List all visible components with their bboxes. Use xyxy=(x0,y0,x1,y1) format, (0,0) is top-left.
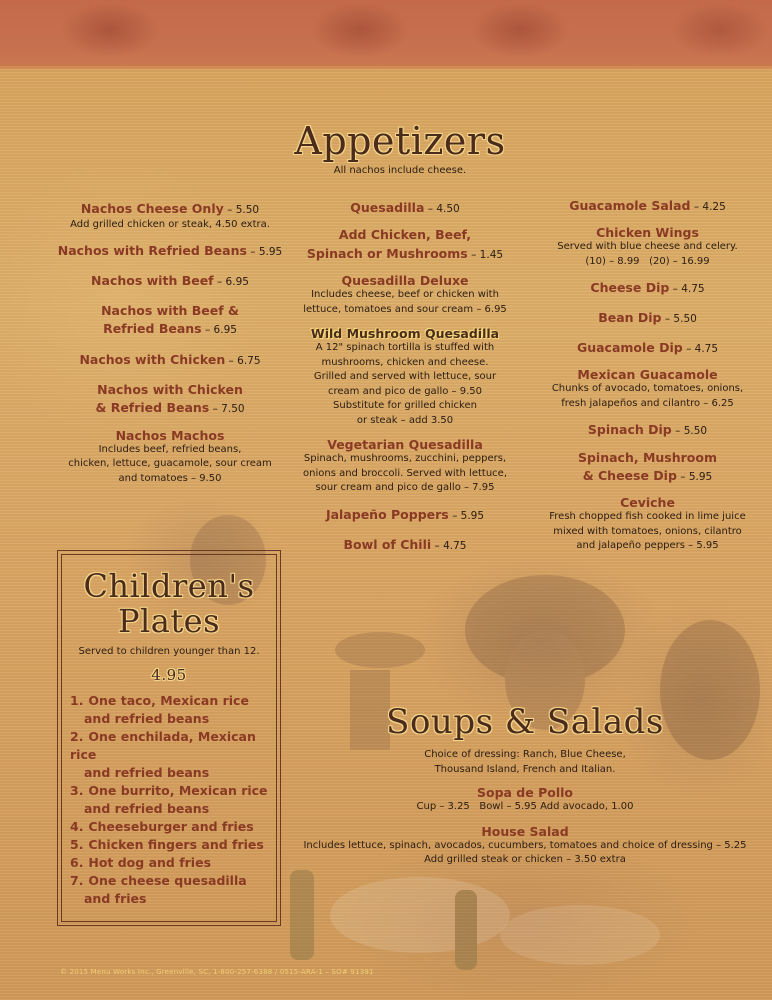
item-text: Hot dog and fries xyxy=(88,854,212,870)
item-name: Quesadilla xyxy=(350,200,425,215)
childrens-plates-price: 4.95 xyxy=(151,665,187,684)
soups-salads-title: Soups & Salads xyxy=(386,702,664,742)
item-name: Nachos with Chicken xyxy=(97,381,243,397)
item-price: – 5.95 xyxy=(448,509,485,522)
menu-item xyxy=(525,421,770,439)
menu-item xyxy=(290,506,520,524)
item-name: Ceviche xyxy=(620,495,675,510)
menu-item xyxy=(525,225,770,269)
menu-item xyxy=(45,381,295,418)
list-item xyxy=(70,836,276,854)
item-name: Nachos with Beef xyxy=(91,272,214,288)
childrens-plates-title: Plates xyxy=(117,602,221,640)
menu-item xyxy=(290,226,520,264)
item-description: onions and broccoli. Served with lettuce, xyxy=(303,467,507,479)
menu-item xyxy=(525,197,770,215)
item-number: 1. xyxy=(70,692,84,708)
item-number: 6. xyxy=(70,854,84,870)
item-description: Includes lettuce, spinach, avocados, cucumbers, tomatoes and choice of dressing – 5.25 xyxy=(303,839,747,851)
menu-item xyxy=(45,200,295,233)
item-price: – 4.75 xyxy=(669,283,705,295)
item-description: Add grilled chicken or steak, 4.50 extra. xyxy=(70,219,270,230)
soups-salads-subtitle: Choice of dressing: Ranch, Blue Cheese, xyxy=(424,749,626,760)
item-description: Cup – 3.25 Bowl – 5.95 Add avocado, 1.00 xyxy=(416,801,634,812)
item-description: and jalapeño peppers – 5.95 xyxy=(576,540,719,551)
item-name: Nachos Machos xyxy=(115,427,225,443)
menu-item xyxy=(45,272,295,290)
item-description: Includes cheese, beef or chicken with xyxy=(311,289,499,300)
item-text: One burrito, Mexican rice xyxy=(88,782,268,798)
item-price: – 5.50 xyxy=(223,204,260,216)
item-description: Includes beef, refried beans, xyxy=(98,443,242,455)
menu-item-featured xyxy=(290,326,520,428)
item-price: – 6.95 xyxy=(213,275,249,288)
item-name: Quesadilla Deluxe xyxy=(341,273,469,288)
menu-item xyxy=(290,437,520,496)
item-price: – 4.75 xyxy=(431,539,467,552)
item-name: Jalapeño Poppers xyxy=(325,506,449,522)
item-name: & Cheese Dip xyxy=(582,468,677,483)
item-description: mixed with tomatoes, onions, cilantro xyxy=(553,525,742,537)
item-name: & Refried Beans xyxy=(95,399,210,415)
menu-item xyxy=(45,428,295,487)
menu-item xyxy=(525,449,770,486)
item-name: Spinach Dip xyxy=(587,422,672,437)
item-name: Nachos with Chicken xyxy=(79,351,226,367)
item-description: fresh jalapeños and cilantro – 6.25 xyxy=(561,397,734,409)
item-description: Chunks of avocado, tomatoes, onions, xyxy=(551,383,744,394)
item-price: – 1.45 xyxy=(467,249,504,261)
appetizers-title: Appetizers xyxy=(294,119,506,163)
item-name: Spinach or Mushrooms xyxy=(306,246,468,261)
menu-item xyxy=(525,309,770,327)
childrens-plates-subtitle: Served to children younger than 12. xyxy=(78,646,260,657)
menu-item xyxy=(290,199,520,217)
item-description: or steak – add 3.50 xyxy=(356,414,454,426)
item-description: Substitute for grilled chicken xyxy=(333,400,477,411)
item-description: cream and pico de gallo – 9.50 xyxy=(328,385,482,397)
item-description: mushrooms, chicken and cheese. xyxy=(321,356,489,368)
soups-salads-subtitle: Thousand Island, French and Italian. xyxy=(434,763,616,775)
item-name: Bowl of Chili xyxy=(343,536,432,552)
item-description: and tomatoes – 9.50 xyxy=(118,472,222,484)
item-price: – 6.75 xyxy=(225,354,261,367)
item-price: – 5.50 xyxy=(661,313,697,325)
item-text: One cheese quesadilla xyxy=(88,872,247,888)
copyright-footer: © 2015 Menu Works Inc., Greenville, SC, 1-800-257-6388 / 0515-ARA-1 – SO# 91391 xyxy=(60,968,374,976)
item-name: Mexican Guacamole xyxy=(577,367,718,382)
childrens-plates-title: Children's xyxy=(83,567,255,605)
soups-salads-section xyxy=(290,702,760,877)
item-number: 2. xyxy=(70,728,84,744)
menu-item xyxy=(290,785,760,815)
item-description: Spinach, mushrooms, zucchini, peppers, xyxy=(303,453,507,464)
item-name: Nachos Cheese Only xyxy=(80,201,224,216)
list-item xyxy=(70,818,276,836)
appetizers-left-column xyxy=(45,200,295,495)
list-item xyxy=(70,692,276,728)
item-description: Grilled and served with lettuce, sour xyxy=(313,371,497,382)
childrens-plates-list xyxy=(70,692,276,908)
menu-item xyxy=(45,242,295,260)
item-name: Guacamole Dip xyxy=(576,340,683,355)
item-text: Chicken fingers and fries xyxy=(88,836,264,852)
appetizers-right-column xyxy=(525,197,770,563)
menu-item xyxy=(45,351,295,369)
menu-item xyxy=(290,824,760,868)
item-description: A 12" spinach tortilla is stuffed with xyxy=(315,342,495,353)
menu-item xyxy=(525,495,770,554)
item-price: – 4.75 xyxy=(682,343,719,355)
item-text: One enchilada, Mexican rice xyxy=(70,728,256,762)
item-description: (10) – 8.99 (20) – 16.99 xyxy=(585,255,710,267)
item-name: Wild Mushroom Quesadilla xyxy=(310,326,500,341)
item-number: 3. xyxy=(70,782,84,798)
menu-item xyxy=(525,279,770,297)
item-description: Add grilled steak or chicken – 3.50 extra xyxy=(424,854,626,865)
item-name: Refried Beans xyxy=(103,320,202,336)
menu-item xyxy=(525,339,770,357)
list-item xyxy=(70,728,276,782)
childrens-plates-box xyxy=(61,554,277,922)
item-number: 7. xyxy=(70,872,84,888)
item-text: and refried beans xyxy=(84,800,210,816)
item-description: Fresh chopped fish cooked in lime juice xyxy=(549,511,746,522)
list-item xyxy=(70,854,276,872)
item-number: 4. xyxy=(70,818,84,834)
menu-item xyxy=(525,367,770,411)
menu-item xyxy=(45,302,295,339)
item-name: Sopa de Pollo xyxy=(476,785,573,800)
item-description: Served with blue cheese and celery. xyxy=(557,241,738,252)
item-text: Cheeseburger and fries xyxy=(88,818,254,834)
appetizers-subtitle: All nachos include cheese. xyxy=(333,165,467,176)
item-name: Nachos with Refried Beans xyxy=(57,242,247,258)
list-item xyxy=(70,782,276,818)
item-text: and fries xyxy=(84,890,147,906)
item-price: – 6.95 xyxy=(201,323,237,336)
item-name: House Salad xyxy=(481,823,569,839)
menu-item xyxy=(290,536,520,554)
item-description: lettuce, tomatoes and sour cream – 6.95 xyxy=(303,303,507,315)
item-price: – 5.95 xyxy=(676,471,713,483)
item-name: Spinach, Mushroom xyxy=(577,450,718,465)
item-name: Bean Dip xyxy=(598,310,662,325)
item-number: 5. xyxy=(70,836,84,852)
item-name: Vegetarian Quesadilla xyxy=(327,437,483,452)
appetizers-header xyxy=(250,120,550,179)
list-item xyxy=(70,872,276,908)
item-name: Cheese Dip xyxy=(590,280,670,295)
item-price: – 5.50 xyxy=(671,425,708,437)
item-name: Nachos with Beef & xyxy=(101,302,239,318)
appetizers-middle-column xyxy=(290,199,520,563)
item-price: – 4.25 xyxy=(690,201,726,213)
item-price: – 4.50 xyxy=(424,203,460,215)
item-text: and refried beans xyxy=(84,710,210,726)
item-price: – 5.95 xyxy=(246,245,283,258)
item-text: One taco, Mexican rice xyxy=(88,692,249,708)
item-name: Guacamole Salad xyxy=(569,198,691,213)
item-name: Chicken Wings xyxy=(596,225,699,240)
item-price: – 7.50 xyxy=(209,402,245,415)
item-name: Add Chicken, Beef, xyxy=(338,227,472,242)
menu-item xyxy=(290,273,520,317)
item-description: chicken, lettuce, guacamole, sour cream xyxy=(68,458,272,469)
item-text: and refried beans xyxy=(84,764,210,780)
item-description: sour cream and pico de gallo – 7.95 xyxy=(315,482,495,493)
